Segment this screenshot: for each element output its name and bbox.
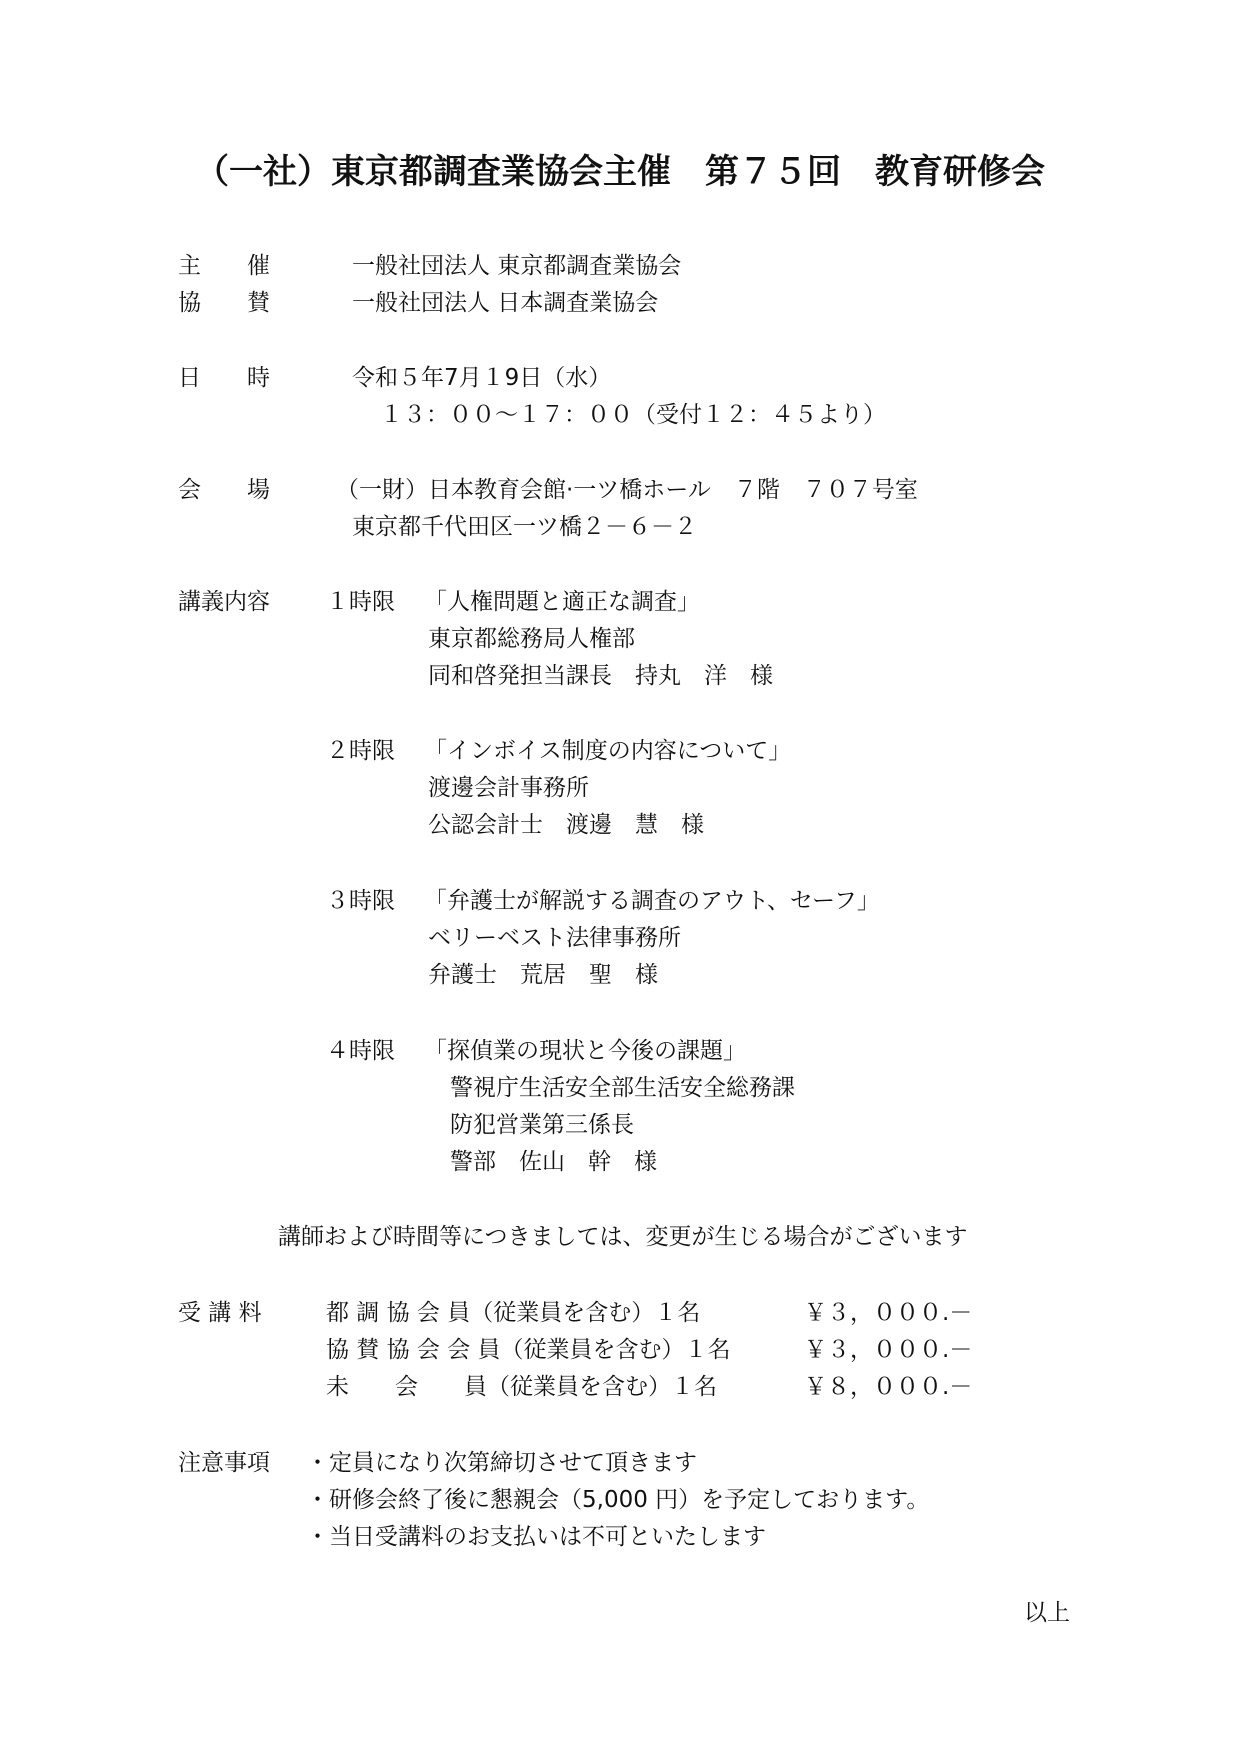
- fee-category: 未 会 員（従業員を含む）１名: [326, 1374, 717, 1400]
- lecture-period: ３時限: [326, 888, 395, 914]
- datetime-date: 令和５年7月１9日（水）: [352, 365, 612, 391]
- sponsor-value: 一般社団法人 日本調査業協会: [352, 290, 659, 316]
- fee-price: ￥３，０００.－: [804, 1337, 973, 1363]
- change-note: 講師および時間等につきましては、変更が生じる場合がございます: [278, 1224, 968, 1250]
- lecture-org: 警視庁生活安全部生活安全総務課: [450, 1075, 795, 1101]
- lecture-speaker: 同和啓発担当課長 持丸 洋 様: [428, 663, 773, 689]
- note-item: ・研修会終了後に懇親会（5,000 円）を予定しております。: [306, 1487, 930, 1513]
- closing-text: 以上: [1024, 1600, 1070, 1626]
- notes-label: 注意事項: [178, 1450, 270, 1476]
- lecture-speaker: 弁護士 荒居 聖 様: [428, 962, 658, 988]
- lecture-org: 東京都総務局人権部: [428, 626, 635, 652]
- venue-address: 東京都千代田区一ツ橋２－６－２: [352, 514, 697, 540]
- lecture-speaker: 警部 佐山 幹 様: [450, 1149, 657, 1175]
- venue-name: （一財）日本教育会館·一ツ橋ホール ７階 ７０７号室: [336, 477, 918, 503]
- organizer-label: 主 催: [178, 253, 270, 279]
- fee-price: ￥８，０００.－: [804, 1374, 973, 1400]
- fee-price: ￥３，０００.－: [804, 1300, 973, 1326]
- datetime-label: 日 時: [178, 365, 270, 391]
- fee-category: 都 調 協 会 員（従業員を含む）１名: [326, 1300, 701, 1326]
- lecture-org: 渡邊会計事務所: [428, 775, 589, 801]
- lecture-org: ベリーベスト法律事務所: [428, 925, 681, 951]
- lecture-org-2: 防犯営業第三係長: [450, 1112, 634, 1138]
- venue-label: 会 場: [178, 477, 270, 503]
- organizer-value: 一般社団法人 東京都調査業協会: [352, 253, 682, 279]
- lectures-label: 講義内容: [178, 589, 270, 615]
- sponsor-label: 協 賛: [178, 290, 270, 316]
- datetime-time: １３：００～１７：００（受付１２：４５より）: [380, 402, 886, 428]
- lecture-period: ４時限: [326, 1038, 395, 1064]
- lecture-speaker: 公認会計士 渡邊 慧 様: [428, 812, 704, 838]
- lecture-topic: 「探偵業の現状と今後の課題」: [424, 1038, 746, 1064]
- fee-category: 協 賛 協 会 会 員（従業員を含む）１名: [326, 1337, 731, 1363]
- fees-label: 受 講 料: [178, 1300, 262, 1326]
- lecture-period: １時限: [326, 589, 395, 615]
- document-title: （一社）東京都調査業協会主催 第７５回 教育研修会: [195, 152, 1045, 192]
- lecture-topic: 「弁護士が解説する調査のアウト、セーフ」: [424, 888, 880, 914]
- note-item: ・定員になり次第締切させて頂きます: [306, 1450, 697, 1476]
- lecture-period: ２時限: [326, 738, 395, 764]
- note-item: ・当日受講料のお支払いは不可といたします: [306, 1524, 766, 1550]
- lecture-topic: 「インボイス制度の内容について」: [424, 738, 792, 764]
- lecture-topic: 「人権問題と適正な調査」: [424, 589, 700, 615]
